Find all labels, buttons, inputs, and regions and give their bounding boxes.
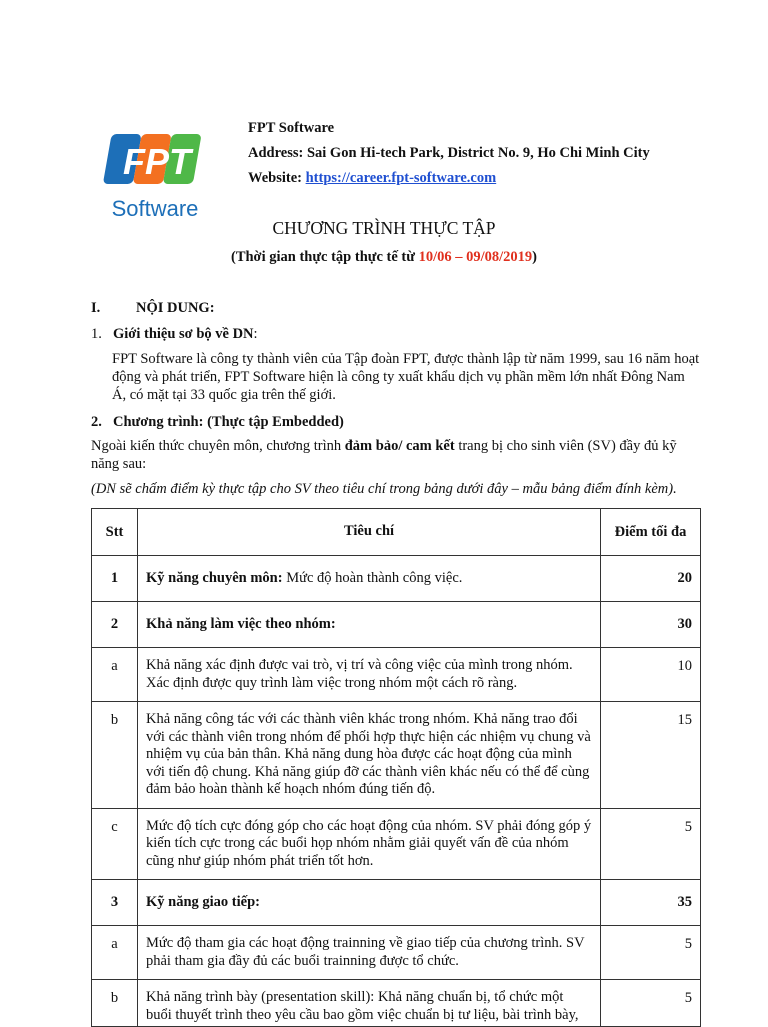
table-row — [92, 808, 701, 880]
company-name: FPT Software — [248, 120, 335, 136]
logo-sub-text: Software — [111, 196, 199, 221]
row-stt: c — [92, 808, 138, 880]
subtitle-prefix: (Thời gian thực tập thực tế từ — [230, 249, 419, 265]
row-stt: b — [92, 702, 138, 809]
row-text: Mức độ hoàn thành công việc. — [282, 569, 463, 586]
row-points: 30 — [601, 602, 701, 648]
row-stt: 3 — [92, 880, 138, 926]
table-row — [92, 556, 701, 602]
address-label: Address: — [248, 145, 304, 161]
item-2-text-bold: đảm bảo/ cam kết — [344, 438, 455, 454]
item-1-number: 1. — [91, 326, 102, 342]
company-website — [248, 166, 650, 191]
table-header-row — [92, 509, 701, 556]
table-row — [92, 880, 701, 926]
row-criteria — [138, 602, 601, 648]
row-criteria: Khả năng trình bày (presentation skill): Khả năng chuẩn bị, tổ chức một buổi thuyết trình theo yêu cầu bao gồm việc chuẩn bị tư liệu, bài trình bày, — [138, 980, 601, 1027]
item-2-note: (DN sẽ chấm điểm kỳ thực tập cho SV theo tiêu chí trong bảng dưới đây – mẫu bảng điểm đính kèm). — [91, 481, 677, 497]
criteria-table — [91, 508, 701, 1027]
header-criteria: Tiêu chí — [138, 509, 601, 556]
item-2-number: 2. — [91, 414, 102, 430]
item-1-text: FPT Software là công ty thành viên của Tập đoàn FPT, được thành lập từ năm 1999, sau 16 năm hoạt động và phát triển, FPT Software hiện là công ty xuất khẩu dịch vụ phần mềm lớn nhất Đông Nam Á, có mặt tại 33 quốc gia trên thế giới. — [112, 351, 700, 403]
item-2-label: Chương trình: (Thực tập Embedded) — [113, 414, 344, 430]
website-label: Website: — [248, 170, 302, 186]
row-stt: 1 — [92, 556, 138, 602]
item-1-heading — [113, 326, 258, 343]
header-stt: Stt — [92, 509, 138, 556]
subtitle-suffix: ) — [532, 249, 538, 265]
row-stt: a — [92, 926, 138, 980]
document-subtitle — [0, 249, 768, 266]
company-info — [248, 116, 650, 191]
table-row — [92, 702, 701, 809]
row-label: Kỹ năng chuyên môn: — [146, 569, 283, 586]
table-row — [92, 980, 701, 1027]
website-link[interactable]: https://career.fpt-software.com — [305, 170, 497, 186]
header-max-points: Điểm tối đa — [601, 509, 701, 556]
row-criteria: Khả năng công tác với các thành viên khác trong nhóm. Khả năng trao đổi với các thành viên trong nhóm để phối hợp thực hiện các nhiệm vụ chung và nhiệm vụ của bản thân. Khả năng dung hòa được các hoạt động của mình với tiến độ chung. Khả năng giúp đỡ các thành viên khác nếu có thể để cùng đảm bảo hoàn thành kế hoạch nhóm đúng tiến độ. — [138, 702, 601, 809]
document-title: CHƯƠNG TRÌNH THỰC TẬP — [272, 218, 496, 238]
row-criteria — [138, 880, 601, 926]
address-value: Sai Gon Hi-tech Park, District No. 9, Ho Chi Minh City — [306, 145, 650, 161]
row-points: 20 — [601, 556, 701, 602]
table-row — [92, 926, 701, 980]
item-1-colon: : — [253, 326, 258, 342]
row-points: 5 — [601, 980, 701, 1027]
row-points: 5 — [601, 808, 701, 880]
fpt-logo-graphic — [100, 132, 210, 224]
row-stt: 2 — [92, 602, 138, 648]
row-points: 5 — [601, 926, 701, 980]
row-criteria: Mức độ tích cực đóng góp cho các hoạt động của nhóm. SV phải đóng góp ý kiến tích cực trong các buổi họp nhóm nhằm giải quyết vấn đề của nhóm cũng như giúp nhóm phát triển tốt hơn. — [138, 808, 601, 880]
subtitle-dates: 10/06 – 09/08/2019 — [418, 249, 533, 265]
row-criteria: Mức độ tham gia các hoạt động trainning về giao tiếp của chương trình. SV phải tham gia đầy đủ các buổi trainning được tổ chức. — [138, 926, 601, 980]
item-2-text-a: Ngoài kiến thức chuyên môn, chương trình — [91, 438, 345, 454]
row-criteria — [138, 556, 601, 602]
row-stt: b — [92, 980, 138, 1027]
row-points: 15 — [601, 702, 701, 809]
fpt-software-logo — [100, 132, 210, 224]
table-row — [92, 648, 701, 702]
section-1-label: NỘI DUNG: — [136, 300, 215, 316]
row-stt: a — [92, 648, 138, 702]
item-2-text — [91, 437, 703, 473]
table-row — [92, 602, 701, 648]
section-1-number: I. — [91, 300, 101, 316]
logo-brand-text: FPT — [123, 141, 191, 182]
row-label: Khả năng làm việc theo nhóm: — [146, 615, 336, 632]
row-label: Kỹ năng giao tiếp: — [146, 893, 260, 910]
row-criteria: Khả năng xác định được vai trò, vị trí và công việc của mình trong nhóm. Xác định được quy trình làm việc trong nhóm một cách rõ ràng. — [138, 648, 601, 702]
item-1-label: Giới thiệu sơ bộ về DN — [113, 326, 254, 342]
company-address — [248, 141, 650, 166]
row-points: 10 — [601, 648, 701, 702]
item-2-text-b: trang bị cho sinh viên (SV) đầy đủ kỹ năng sau: — [91, 438, 677, 472]
row-points: 35 — [601, 880, 701, 926]
